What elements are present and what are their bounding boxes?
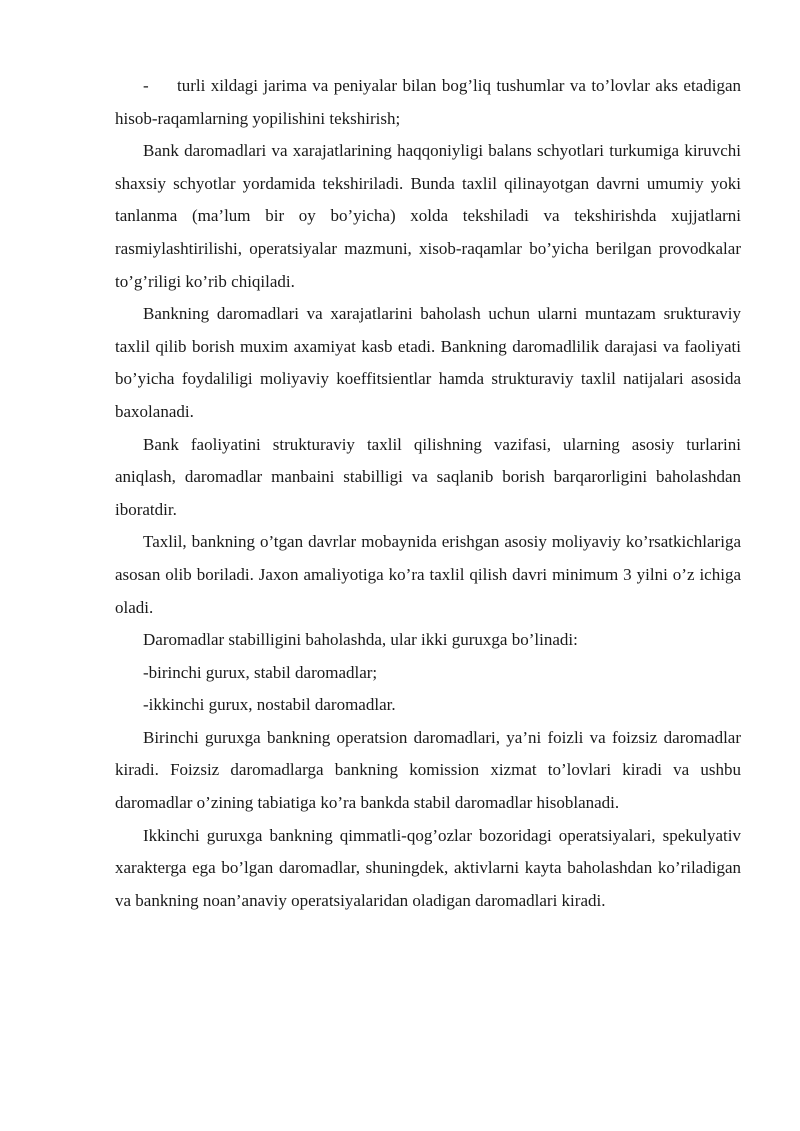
bullet-marker: - [143, 76, 149, 95]
paragraph-second-group: Ikkinchi guruxga bankning qimmatli-qog’ozlar bozoridagi operatsiyalari, spekulyativ xarakterga ega bo’lgan daromadlar, shuningdek, aktivlarni kayta baholashdan ko’riladigan va bankning noan’anaviy operatsiyalaridan oladigan daromadlari kiradi. [115, 825, 741, 910]
list-item-second-group: -ikkinchi gurux, nostabil daromadlar. [143, 695, 396, 715]
paragraph-structural-analysis: Bankning daromadlari va xarajatlarini baholash uchun ularni muntazam srukturaviy taxlil qilib borish muxim axamiyat kasb etadi. Bankning daromadlilik darajasi va faoliyati bo’yicha foydaliligi moliyaviy koeffitsientlar hamda strukturaviy taxlil natijalari asosida baxolanadi. [115, 304, 741, 421]
paragraph-income-verification: Bank daromadlari va xarajatlarining haqqoniyligi balans schyotlari turkumiga kiruvchi shaxsiy schyotlar yordamida tekshiriladi. Bunda taxlil qilinayotgan davrni umumiy yoki tanlanma (ma’lum bir oy bo’yicha) xolda tekshiladi va tekshirishda xujjatlarni rasmiylashtirilishi, operatsiyalar mazmuni, xisob-raqamlar bo’yicha berilgan provodkalar to’g’riligi ko’rib chiqiladi. [115, 141, 741, 291]
bullet-text: turli xildagi jarima va peniyalar bilan bog’liq tushumlar va to’lovlar aks etadigan hisob-raqamlarning yopilishini tekshirish; [115, 76, 741, 128]
list-item-first-group: -birinchi gurux, stabil daromadlar; [143, 662, 378, 682]
document-page [115, 70, 741, 917]
paragraph-analysis-period: Taxlil, bankning o’tgan davrlar mobaynida erishgan asosiy moliyaviy ko’rsatkichlariga asosan olib boriladi. Jaxon amaliyotiga ko’ra taxlil qilish davri minimum 3 yilni o’z ichiga oladi. [115, 532, 741, 617]
paragraph-first-group: Birinchi guruxga bankning operatsion daromadlari, ya’ni foizli va foizsiz daromadlar kiradi. Foizsiz daromadlarga bankning komission xizmat to’lovlari kiradi va ushbu daromadlar o’zining tabiatiga ko’ra bankda stabil daromadlar hisoblanadi. [115, 727, 741, 813]
paragraph-analysis-task: Bank faoliyatini strukturaviy taxlil qilishning vazifasi, ularning asosiy turlarini aniqlash, daromadlar manbaini stabilligi va saqlanib borish barqarorligini baholashdan iboratdir. [115, 434, 741, 519]
bullet-paragraph [115, 70, 741, 135]
paragraph-income-groups: Daromadlar stabilligini baholashda, ular ikki guruxga bo’linadi: [143, 630, 578, 650]
